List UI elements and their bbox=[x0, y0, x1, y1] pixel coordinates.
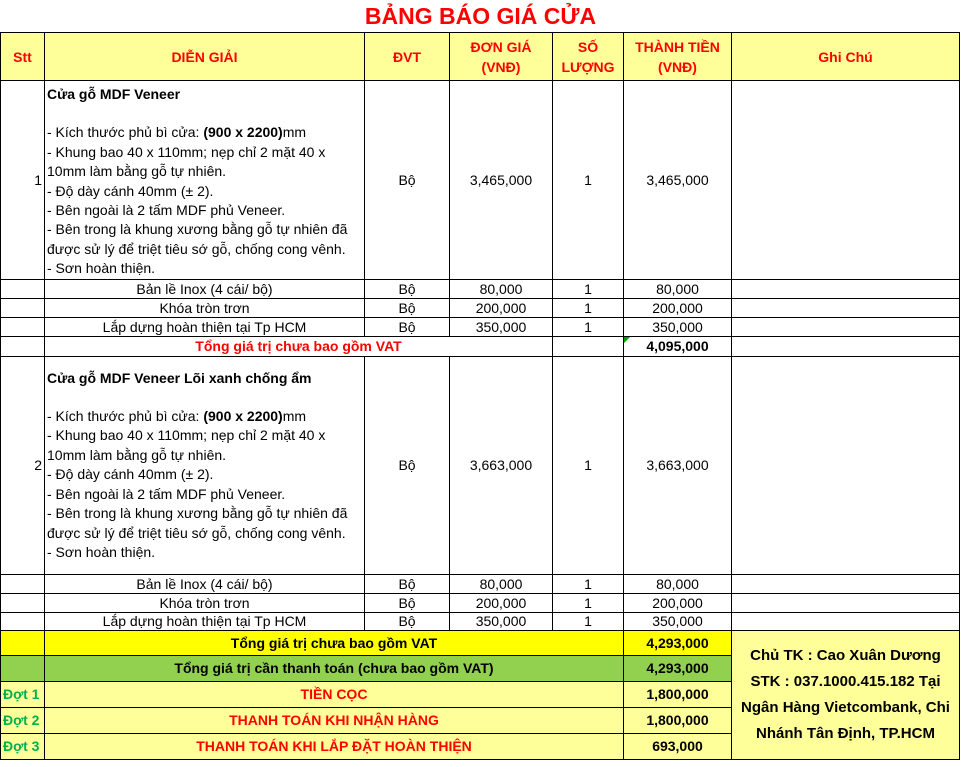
item-so-luong: 1 bbox=[553, 356, 624, 574]
item-stt: 2 bbox=[1, 356, 45, 574]
subtotal-row bbox=[1, 336, 960, 356]
header-so-luong: SỐ LƯỢNG bbox=[553, 33, 624, 81]
item-description bbox=[45, 356, 365, 574]
installment-row: Đợt 1 TIỀN CỌC 1,800,000 bbox=[1, 681, 960, 707]
spec-line: - Bên trong là khung xương bằng gỗ tự nhiên đã được sử lý để triệt tiêu sớ gỗ, chống cong vênh. bbox=[47, 221, 348, 257]
item-thanh-tien: 3,663,000 bbox=[624, 356, 732, 574]
item-dvt: Bộ bbox=[365, 81, 450, 280]
spec-line: - Độ dày cánh 40mm (± 2). bbox=[47, 466, 214, 483]
item-row-1 bbox=[1, 81, 960, 280]
spec-line: - Khung bao 40 x 110mm; nẹp chỉ 2 mặt 40 x 10mm làm bằng gỗ tự nhiên. bbox=[47, 427, 326, 463]
quote-table bbox=[0, 32, 960, 760]
installment-row: Đợt 3 THANH TOÁN KHI LẮP ĐẶT HOÀN THIỆN 693,000 bbox=[1, 733, 960, 759]
header-ghi-chu: Ghi Chú bbox=[732, 33, 960, 81]
bank-note: Chủ TK : Cao Xuân Dương STK : 037.1000.415.182 Tại Ngân Hàng Vietcombank, Chi Nhánh Tân Định, TP.HCM bbox=[732, 630, 960, 759]
item-ghi-chu bbox=[732, 81, 960, 280]
item-don-gia: 3,465,000 bbox=[450, 81, 553, 280]
spec-line: - Bên ngoài là 2 tấm MDF phủ Veneer. bbox=[47, 485, 286, 502]
item-name: Cửa gỗ MDF Veneer Lõi xanh chống ẩm bbox=[47, 369, 312, 386]
item-name: Cửa gỗ MDF Veneer bbox=[47, 86, 181, 102]
subtotal-value: 4,095,000 bbox=[624, 336, 732, 356]
item-don-gia: 3,663,000 bbox=[450, 356, 553, 574]
subtotal-label: Tổng giá trị chưa bao gồm VAT bbox=[45, 336, 553, 356]
item-thanh-tien: 3,465,000 bbox=[624, 81, 732, 280]
pay-value: 4,293,000 bbox=[624, 655, 732, 681]
total-value: 4,293,000 bbox=[624, 630, 732, 655]
header-dvt: ĐVT bbox=[365, 33, 450, 81]
spec-line: - Bên trong là khung xương bằng gỗ tự nhiên đã được sử lý để triệt tiêu sớ gỗ, chống cong vênh. bbox=[47, 505, 348, 541]
header-don-gia: ĐƠN GIÁ (VNĐ) bbox=[450, 33, 553, 81]
spec-line: - Bên ngoài là 2 tấm MDF phủ Veneer. bbox=[47, 202, 286, 219]
item-dvt: Bộ bbox=[365, 356, 450, 574]
spec-line: - Sơn hoàn thiện. bbox=[47, 260, 156, 277]
item-description bbox=[45, 81, 365, 280]
header-thanh-tien: THÀNH TIỀN (VNĐ) bbox=[624, 33, 732, 81]
spec-line: - Sơn hoàn thiện. bbox=[47, 543, 156, 560]
page-title: BẢNG BÁO GIÁ CỬA bbox=[364, 3, 597, 29]
accessory-row: Bản lề Inox (4 cái/ bộ) Bộ 80,000 1 80,000 bbox=[1, 279, 960, 298]
spec-line: - Khung bao 40 x 110mm; nẹp chỉ 2 mặt 40 x 10mm làm bằng gỗ tự nhiên. bbox=[47, 143, 326, 180]
total-row bbox=[1, 630, 960, 655]
spec-size: - Kích thước phủ bì cửa: (900 x 2200)mm bbox=[47, 124, 307, 141]
item-so-luong: 1 bbox=[553, 81, 624, 280]
pay-label: Tổng giá trị cần thanh toán (chưa bao gồm VAT) bbox=[45, 655, 624, 681]
accessory-row: Khóa tròn trơn Bộ 200,000 1 200,000 bbox=[1, 298, 960, 317]
item-ghi-chu bbox=[732, 356, 960, 574]
header-stt: Stt bbox=[1, 33, 45, 81]
header-row bbox=[1, 33, 960, 81]
accessory-row: Khóa tròn trơn Bộ 200,000 1 200,000 bbox=[1, 593, 960, 612]
spec-line: - Độ dày cánh 40mm (± 2). bbox=[47, 182, 214, 199]
accessory-row: Lắp dựng hoàn thiện tại Tp HCM Bộ 350,000 1 350,000 bbox=[1, 317, 960, 336]
accessory-row: Lắp dựng hoàn thiện tại Tp HCM Bộ 350,000 1 350,000 bbox=[1, 612, 960, 630]
accessory-row: Bản lề Inox (4 cái/ bộ) Bộ 80,000 1 80,000 bbox=[1, 574, 960, 593]
item-row-2 bbox=[1, 356, 960, 574]
spec-size: - Kích thước phủ bì cửa: (900 x 2200)mm bbox=[47, 408, 307, 425]
header-dien-giai: DIỄN GIẢI bbox=[45, 33, 365, 81]
total-label: Tổng giá trị chưa bao gồm VAT bbox=[45, 630, 624, 655]
item-stt: 1 bbox=[1, 81, 45, 280]
installment-row: Đợt 2 THANH TOÁN KHI NHẬN HÀNG 1,800,000 bbox=[1, 707, 960, 733]
